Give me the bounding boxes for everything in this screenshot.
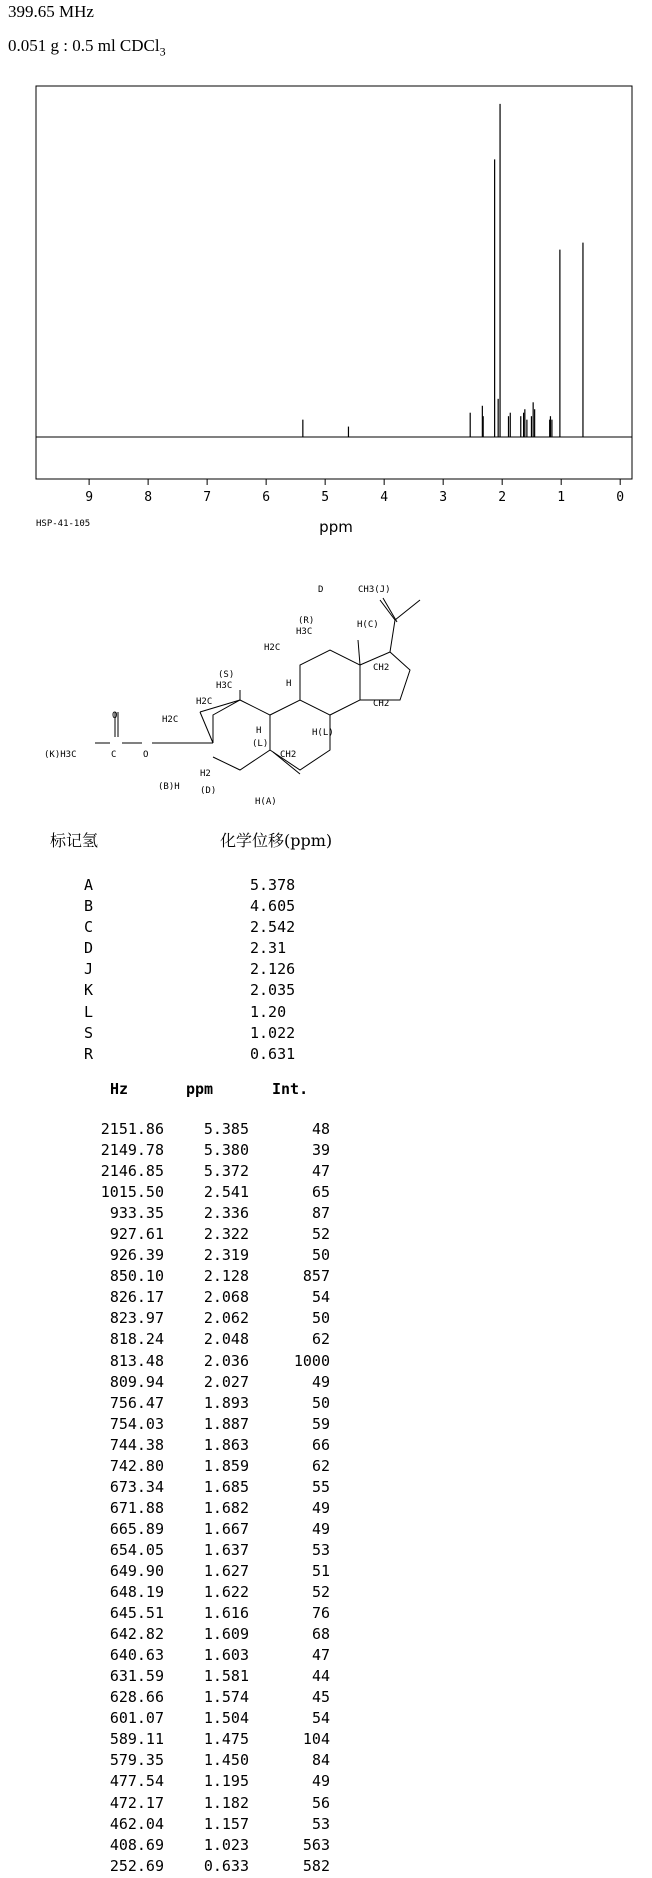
x-axis-label: ppm — [319, 518, 353, 536]
peak-hz: 408.69 — [109, 1835, 164, 1854]
peak-intensity: 53 — [311, 1814, 330, 1833]
structure-atom-label: D — [318, 585, 324, 595]
peak-row — [60, 1162, 360, 1183]
peak-row — [60, 1562, 360, 1583]
peak-intensity: 47 — [311, 1646, 330, 1665]
peak-ppm: 1.682 — [203, 1498, 249, 1517]
assignment-table — [50, 828, 380, 1063]
x-tick-label: 7 — [203, 490, 212, 505]
peak-row — [60, 1415, 360, 1436]
peak-ppm: 2.541 — [203, 1183, 249, 1202]
structure-atom-label: (R) — [298, 616, 315, 626]
peak-hz: 671.88 — [109, 1498, 164, 1517]
assignment-shift: 0.631 — [250, 1044, 296, 1063]
peak-intensity: 47 — [311, 1162, 330, 1181]
peak-hz: 744.38 — [109, 1435, 164, 1454]
peak-ppm: 5.380 — [203, 1141, 249, 1160]
peak-intensity: 50 — [311, 1393, 330, 1412]
peak-intensity: 84 — [311, 1751, 330, 1770]
structure-atom-label: H3C — [296, 627, 313, 637]
structure-atom-label: O — [112, 711, 118, 721]
structure-atom-label: (K)H3C — [44, 750, 77, 760]
peak-hz: 477.54 — [109, 1772, 164, 1791]
peak-intensity: 76 — [311, 1604, 330, 1623]
peak-ppm: 2.128 — [203, 1267, 249, 1286]
peak-intensity: 563 — [302, 1835, 330, 1854]
peak-row — [60, 1352, 360, 1373]
peak-hz: 2149.78 — [100, 1141, 164, 1160]
peak-ppm: 5.372 — [203, 1162, 249, 1181]
peak-intensity: 45 — [311, 1688, 330, 1707]
peak-intensity: 1000 — [293, 1351, 330, 1370]
peak-intensity: 87 — [311, 1204, 330, 1223]
peak-ppm: 1.616 — [203, 1604, 249, 1623]
structure-atom-label: H — [286, 679, 292, 689]
peak-ppm: 2.068 — [203, 1288, 249, 1307]
assignment-label: A — [84, 876, 94, 894]
peak-row — [60, 1246, 360, 1267]
x-tick-label: 8 — [144, 490, 153, 505]
assignment-row — [50, 876, 380, 897]
peak-hz: 649.90 — [109, 1561, 164, 1580]
peak-intensity: 56 — [311, 1793, 330, 1812]
assignment-label: J — [84, 960, 94, 979]
peak-intensity: 53 — [311, 1540, 330, 1559]
assignment-shift: 5.378 — [250, 876, 296, 894]
peak-row — [60, 1288, 360, 1309]
peak-ppm: 1.450 — [203, 1751, 249, 1770]
col-label-header: 标记氢 — [50, 831, 99, 850]
peak-intensity: 54 — [311, 1288, 330, 1307]
peak-ppm: 1.887 — [203, 1414, 249, 1433]
structure-atom-label: H(A) — [255, 797, 277, 807]
peak-intensity: 44 — [311, 1667, 330, 1686]
peak-row — [60, 1141, 360, 1162]
peak-ppm: 2.036 — [203, 1351, 249, 1370]
peak-row — [60, 1478, 360, 1499]
col-hz-header: Hz — [110, 1080, 129, 1098]
assignment-row — [50, 1045, 380, 1066]
peak-intensity: 66 — [311, 1435, 330, 1454]
peak-hz: 472.17 — [109, 1793, 164, 1812]
assignment-shift: 4.605 — [250, 897, 296, 916]
peak-row — [60, 1520, 360, 1541]
peak-row — [60, 1794, 360, 1815]
peak-row — [60, 1646, 360, 1667]
peak-layer — [36, 104, 632, 437]
structure-atom-label: CH2 — [373, 699, 390, 709]
assignment-row — [50, 1003, 380, 1024]
peak-intensity: 54 — [311, 1709, 330, 1728]
peak-row — [60, 1772, 360, 1793]
assignment-shift: 2.31 — [250, 939, 287, 958]
peak-hz: 850.10 — [109, 1267, 164, 1286]
peak-intensity: 65 — [311, 1183, 330, 1202]
peak-ppm: 1.581 — [203, 1667, 249, 1686]
col-shift-header: 化学位移(ppm) — [220, 831, 333, 850]
peak-rows — [60, 1120, 360, 1878]
structure-atom-label: H(L) — [312, 728, 334, 738]
peak-table — [60, 1080, 360, 1875]
peak-row — [60, 1373, 360, 1394]
peak-row — [60, 1857, 360, 1878]
peak-hz: 813.48 — [109, 1351, 164, 1370]
structure-atom-label: (B)H — [158, 782, 180, 792]
peak-ppm: 1.574 — [203, 1688, 249, 1707]
peak-hz: 756.47 — [109, 1393, 164, 1412]
peak-ppm: 1.603 — [203, 1646, 249, 1665]
peak-row — [60, 1583, 360, 1604]
peak-hz: 579.35 — [109, 1751, 164, 1770]
structure-atom-label: (S) — [218, 670, 235, 680]
peak-intensity: 582 — [302, 1856, 330, 1875]
peak-intensity: 104 — [302, 1730, 330, 1749]
peak-hz: 252.69 — [109, 1856, 164, 1875]
peak-hz: 628.66 — [109, 1688, 164, 1707]
assignment-shift: 2.542 — [250, 918, 296, 937]
x-tick-label: 6 — [262, 490, 271, 505]
assignment-shift: 1.20 — [250, 1002, 287, 1021]
peak-intensity: 48 — [311, 1120, 330, 1138]
peak-ppm: 1.859 — [203, 1456, 249, 1475]
peak-ppm: 2.048 — [203, 1330, 249, 1349]
peak-hz: 673.34 — [109, 1477, 164, 1496]
sample-subscript: 3 — [159, 44, 166, 59]
peak-row — [60, 1751, 360, 1772]
peak-hz: 1015.50 — [100, 1183, 164, 1202]
assignment-label: D — [84, 939, 94, 958]
assignment-shift: 2.035 — [250, 981, 296, 1000]
assignment-rows — [50, 876, 380, 1066]
structure-atom-label: CH3(J) — [358, 585, 391, 595]
peak-hz: 933.35 — [109, 1204, 164, 1223]
assignment-label: K — [84, 981, 94, 1000]
peak-table-header — [60, 1080, 360, 1110]
structure-atom-label: H2 — [200, 769, 211, 779]
structure-atom-label: (D) — [200, 786, 217, 796]
assignment-label: B — [84, 897, 94, 916]
peak-row — [60, 1604, 360, 1625]
peak-intensity: 68 — [311, 1625, 330, 1644]
peak-row — [60, 1709, 360, 1730]
peak-ppm: 1.893 — [203, 1393, 249, 1412]
assignment-label: C — [84, 918, 94, 937]
x-tick-label: 5 — [321, 490, 330, 505]
peak-hz: 589.11 — [109, 1730, 164, 1749]
peak-ppm: 1.157 — [203, 1814, 249, 1833]
peak-hz: 809.94 — [109, 1372, 164, 1391]
peak-hz: 601.07 — [109, 1709, 164, 1728]
peak-intensity: 52 — [311, 1583, 330, 1602]
peak-ppm: 0.633 — [203, 1856, 249, 1875]
assignment-label: S — [84, 1023, 94, 1042]
peak-hz: 645.51 — [109, 1604, 164, 1623]
peak-ppm: 5.385 — [203, 1120, 249, 1138]
peak-ppm: 2.027 — [203, 1372, 249, 1391]
peak-hz: 631.59 — [109, 1667, 164, 1686]
peak-ppm: 1.475 — [203, 1730, 249, 1749]
structure-atom-label: H — [256, 726, 262, 736]
peak-hz: 818.24 — [109, 1330, 164, 1349]
peak-row — [60, 1541, 360, 1562]
assignment-row — [50, 1024, 380, 1045]
peak-row — [60, 1120, 360, 1141]
peak-row — [60, 1225, 360, 1246]
peak-hz: 640.63 — [109, 1646, 164, 1665]
plot-frame — [36, 86, 632, 479]
structure-atom-label: H2C — [264, 643, 281, 653]
peak-row — [60, 1436, 360, 1457]
x-tick-label: 3 — [439, 490, 448, 505]
assignment-row — [50, 981, 380, 1002]
peak-hz: 823.97 — [109, 1309, 164, 1328]
peak-intensity: 55 — [311, 1477, 330, 1496]
col-int-header: Int. — [272, 1080, 309, 1098]
assignment-row — [50, 918, 380, 939]
peak-ppm: 1.627 — [203, 1561, 249, 1580]
peak-intensity: 62 — [311, 1330, 330, 1349]
x-tick-label: 0 — [616, 490, 625, 505]
peak-intensity: 39 — [311, 1141, 330, 1160]
peak-hz: 462.04 — [109, 1814, 164, 1833]
peak-hz: 648.19 — [109, 1583, 164, 1602]
peak-hz: 2151.86 — [100, 1120, 164, 1138]
assignment-shift: 2.126 — [250, 960, 296, 979]
peak-intensity: 51 — [311, 1561, 330, 1580]
peak-row — [60, 1836, 360, 1857]
structure-atom-label: H(C) — [357, 620, 379, 630]
assignment-label: R — [84, 1044, 94, 1063]
peak-ppm: 2.319 — [203, 1246, 249, 1265]
peak-row — [60, 1183, 360, 1204]
x-tick-label: 2 — [498, 490, 507, 505]
spectrometer-frequency: 399.65 MHz — [8, 2, 94, 21]
peak-ppm: 1.667 — [203, 1519, 249, 1538]
peak-row — [60, 1330, 360, 1351]
peak-ppm: 1.637 — [203, 1540, 249, 1559]
assignment-row — [50, 939, 380, 960]
peak-hz: 654.05 — [109, 1540, 164, 1559]
assignment-row — [50, 897, 380, 918]
peak-intensity: 50 — [311, 1246, 330, 1265]
peak-intensity: 50 — [311, 1309, 330, 1328]
peak-hz: 665.89 — [109, 1519, 164, 1538]
sample-text: 0.051 g : 0.5 ml CDCl — [8, 36, 160, 55]
structure-atom-label: (L) — [252, 739, 269, 749]
peak-hz: 2146.85 — [100, 1162, 164, 1181]
peak-row — [60, 1730, 360, 1751]
structure-atom-label: H2C — [162, 715, 179, 725]
nmr-spectrum-chart — [0, 0, 652, 545]
peak-row — [60, 1267, 360, 1288]
peak-ppm: 1.504 — [203, 1709, 249, 1728]
x-axis-ticks — [85, 479, 624, 505]
peak-hz: 742.80 — [109, 1456, 164, 1475]
structure-atom-label: O — [143, 750, 149, 760]
peak-intensity: 59 — [311, 1414, 330, 1433]
peak-row — [60, 1667, 360, 1688]
peak-row — [60, 1815, 360, 1836]
assignment-row — [50, 960, 380, 981]
peak-hz: 927.61 — [109, 1225, 164, 1244]
peak-intensity: 49 — [311, 1519, 330, 1538]
peak-ppm: 2.336 — [203, 1204, 249, 1223]
structure-atom-label: CH2 — [373, 663, 390, 673]
assignment-header — [50, 828, 380, 854]
peak-row — [60, 1688, 360, 1709]
sample-code: HSP-41-105 — [36, 519, 91, 529]
peak-row — [60, 1499, 360, 1520]
peak-ppm: 2.062 — [203, 1309, 249, 1328]
peak-intensity: 49 — [311, 1772, 330, 1791]
peak-ppm: 2.322 — [203, 1225, 249, 1244]
peak-hz: 642.82 — [109, 1625, 164, 1644]
x-tick-label: 1 — [557, 490, 566, 505]
peak-intensity: 857 — [302, 1267, 330, 1286]
peak-row — [60, 1457, 360, 1478]
structure-atom-label: H3C — [216, 681, 233, 691]
molecular-structure — [0, 560, 652, 810]
peak-intensity: 49 — [311, 1372, 330, 1391]
assignment-label: L — [84, 1002, 94, 1021]
peak-row — [60, 1394, 360, 1415]
peak-hz: 826.17 — [109, 1288, 164, 1307]
peak-intensity: 52 — [311, 1225, 330, 1244]
x-tick-label: 4 — [380, 490, 389, 505]
peak-row — [60, 1204, 360, 1225]
x-tick-label: 9 — [85, 490, 94, 505]
peak-intensity: 49 — [311, 1498, 330, 1517]
peak-ppm: 1.685 — [203, 1477, 249, 1496]
assignment-shift: 1.022 — [250, 1023, 296, 1042]
peak-ppm: 1.609 — [203, 1625, 249, 1644]
structure-atom-label: CH2 — [280, 750, 297, 760]
peak-ppm: 1.195 — [203, 1772, 249, 1791]
peak-hz: 754.03 — [109, 1414, 164, 1433]
structure-atom-label: C — [111, 750, 117, 760]
structure-atom-label: H2C — [196, 697, 213, 707]
peak-intensity: 62 — [311, 1456, 330, 1475]
peak-hz: 926.39 — [109, 1246, 164, 1265]
peak-ppm: 1.863 — [203, 1435, 249, 1454]
peak-ppm: 1.023 — [203, 1835, 249, 1854]
peak-ppm: 1.622 — [203, 1583, 249, 1602]
peak-row — [60, 1625, 360, 1646]
col-ppm-header: ppm — [186, 1080, 214, 1098]
structure-labels — [44, 585, 391, 807]
peak-row — [60, 1309, 360, 1330]
peak-ppm: 1.182 — [203, 1793, 249, 1812]
